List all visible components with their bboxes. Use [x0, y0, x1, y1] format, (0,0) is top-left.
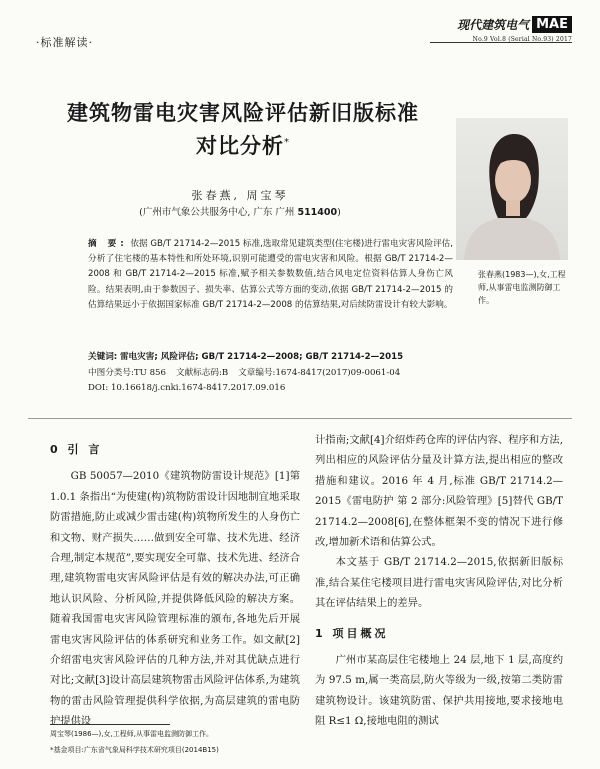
- clc-number: 中图分类号:TU 856: [88, 368, 166, 378]
- header-divider: [430, 42, 572, 43]
- journal-name: 现代建筑电气: [457, 18, 530, 32]
- article-number: 文章编号:1674-8417(2017)09-0061-04: [238, 368, 401, 378]
- affiliation: [40, 204, 440, 218]
- intro-paragraph: GB 50057—2010《建筑物防雷设计规范》[1]第 1.0.1 条指出“为使建(构)筑物防雷设计因地制宜地采取防雷措施,防止或减少雷击建(构)筑物所发生的人身伤亡和文物、财产损失……做到安全可靠、技术先进、经济合理,制定本规范”,要实现安全可靠、技术先进、经济合理,建筑物雷电灾害风险评估是有效的解决办法,可正确地认识风险、分析风险,并提供降低风险的解决方案。随着我国雷电灾害风险管理标准的颁布,各地先后开展雷电灾害风险评估的体系研究和业务工作。如文献[2]介绍雷电灾害风险评估的几种方法,并对其优缺点进行对比;文献[3]设计高层建筑物雷击风险评估体系,为建筑物的雷击风险管理提供科学依据,为高层建筑的雷电防护提供设: [50, 470, 300, 728]
- left-column: [50, 430, 300, 732]
- affiliation-close: ): [337, 207, 341, 218]
- footnote-divider: [50, 724, 170, 725]
- issue-info: No.9 Vol.8 (Serial No.93) 2017: [472, 36, 572, 43]
- keywords-text: 雷电灾害; 风险评估; GB/T 21714-2—2008; GB/T 21714-2—2015: [119, 352, 404, 362]
- journal-logo-badge: MAE: [532, 16, 572, 33]
- keywords-label: 关键词:: [88, 352, 118, 362]
- affiliation-text: (广州市气象公共服务中心, 广东 广州: [139, 207, 298, 218]
- title-line-2: 对比分析: [196, 134, 284, 158]
- abstract-text: 依据 GB/T 21714-2—2015 标准,选取常见建筑类型(住宅楼)进行雷电灾害风险评估,分析了住宅楼的基本特性和所处环境,识别可能遭受的雷电灾害和风险。根据 GB/T 21714-2—2008 和 GB/T 21714-2—2015 标准,赋予相关参数数值,结合风电定位资料估算人身伤亡风险。结果表明,由于参数因子、损失率、估算公式等方面的变动,依据 GB/T 21714-2—2015 的估算结果远小于依据国家标准 GB/T 21714-2—2008 的估算结果,对后续防雷设计有较大影响。: [88, 239, 454, 310]
- right-paragraph-2: 本文基于 GB/T 21714.2—2015,依据新旧版标准,结合某住宅楼项目进行雷电灾害风险评估,对比分析其在评估结果上的差异。: [315, 556, 563, 610]
- affiliation-zip: 511400: [297, 207, 338, 218]
- author-names: 张春燕, 周宝琴: [191, 189, 289, 202]
- section-heading-introduction: 0 引 言: [50, 443, 103, 456]
- doi: DOI: 10.16618/j.cnki.1674-8417.2017.09.016: [88, 383, 286, 393]
- title-line-1: 建筑物雷电灾害风险评估新旧版标准: [67, 101, 419, 125]
- footnote-fund: *基金项目:广东省气象局科学技术研究项目(2014B15): [50, 746, 219, 754]
- author-photo: [456, 118, 568, 260]
- section-heading-project: 1 项目概况: [315, 626, 389, 640]
- keywords: [88, 350, 488, 365]
- section-label: ·标准解读·: [36, 36, 93, 49]
- abstract: [88, 237, 453, 313]
- body-divider: [28, 418, 572, 419]
- author-bio: 张春燕(1983—),女,工程师,从事雷电监测防御工作。: [478, 270, 566, 305]
- document-code: 文献标志码:B: [175, 368, 229, 378]
- title-fund-mark: *: [284, 137, 290, 148]
- classification-info: [88, 366, 508, 396]
- journal-header: [422, 14, 572, 43]
- right-column: [315, 430, 563, 732]
- right-paragraph-3: 广州市某高层住宅楼地上 24 层,地下 1 层,高度约为 97.5 m,属一类高层,防火等级为一级,按第二类防雷建筑物设计。该建筑防雷、保护共用接地,要求接地电阻 R≤1 Ω,接地电阻的测试: [315, 654, 563, 728]
- abstract-label: 摘 要:: [88, 239, 128, 249]
- article-title: [38, 98, 448, 161]
- right-paragraph-1: 计指南;文献[4]介绍炸药仓库的评估内容、程序和方法,列出相应的风险评估分量及计算方法,提出相应的整改措施和建议。2016 年 4 月,标准 GB/T 21714.2—2015《雷电防护 第 2 部分:风险管理》[5]替代 GB/T 21714.2—2008[6],在整体框架不变的情况下进行修改,增加新术语和估算公式。: [315, 434, 563, 549]
- footnote-author: 周宝琴(1986—),女,工程师,从事雷电监测防御工作。: [50, 730, 213, 738]
